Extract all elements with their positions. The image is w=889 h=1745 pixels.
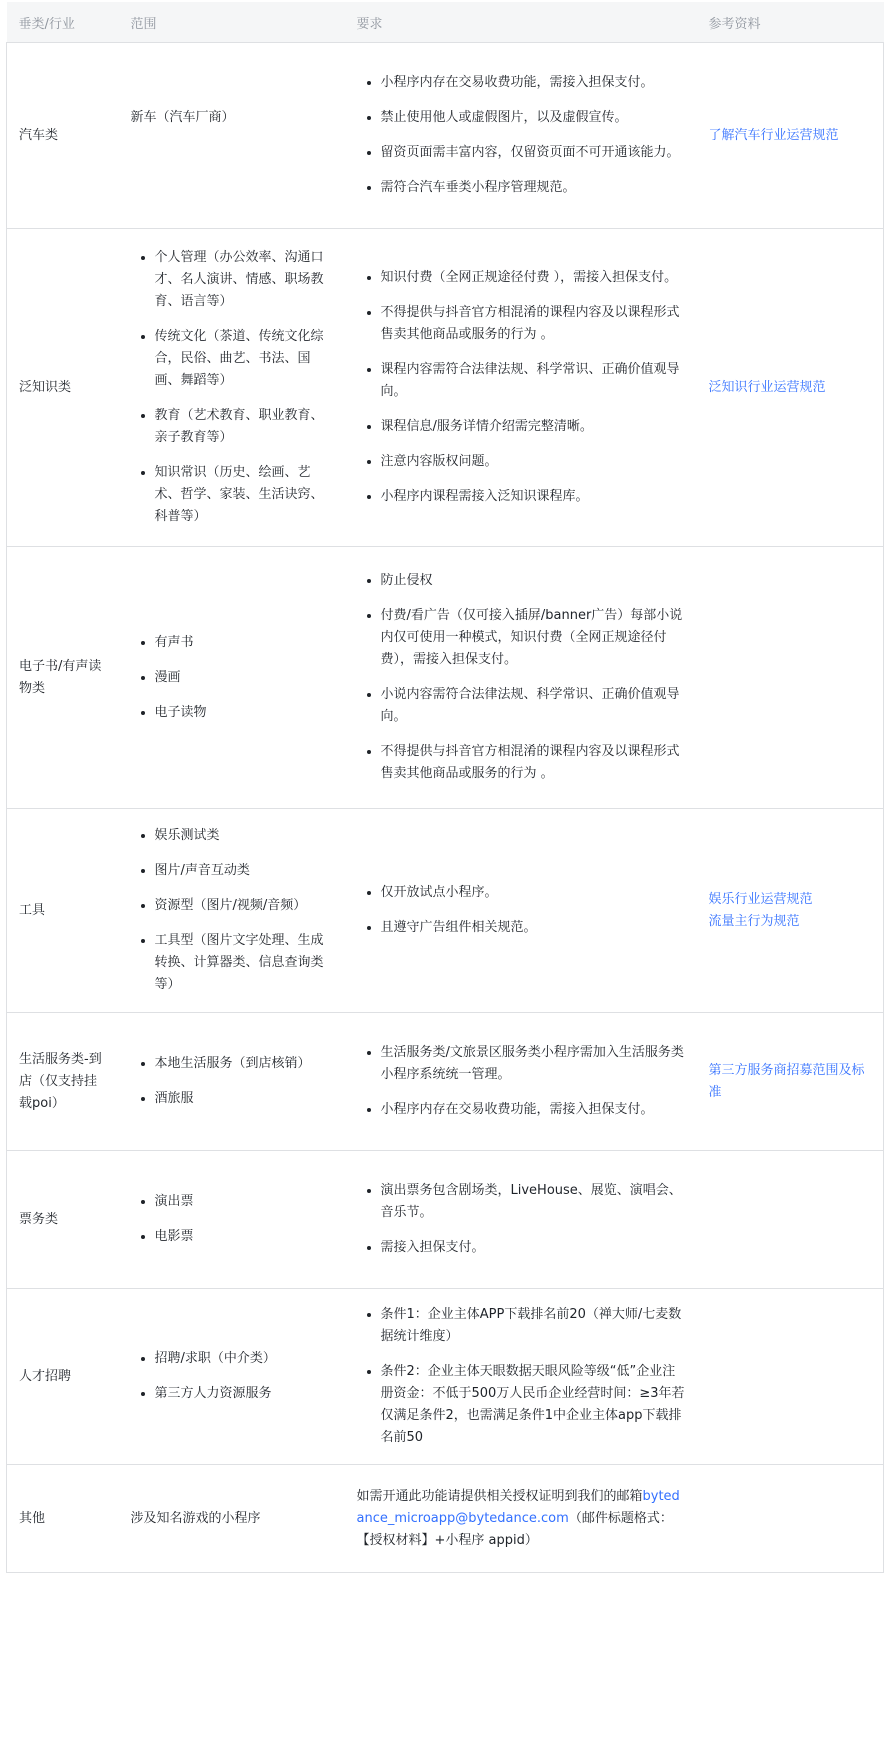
industry-requirements-table (6, 2, 884, 1573)
scope-list (131, 632, 333, 724)
requirements-list (357, 570, 685, 785)
scope-text: 涉及知名游戏的小程序 (130, 1510, 261, 1526)
requirement-item: • 留资页面需丰富内容，仅留资页面不可开通该能力。 (381, 142, 685, 164)
scope-item: • 漫画 (155, 667, 333, 689)
row-category: 票务类 (7, 1151, 119, 1289)
reference-cell-empty (697, 1289, 884, 1465)
email-link[interactable]: bytedance_microapp@bytedance.com (356, 1488, 680, 1526)
row-category: 生活服务类-到店（仅支持挂载poi） (7, 1013, 119, 1151)
scope-item: • 电子读物 (155, 702, 333, 724)
reference-cell-empty (697, 1151, 884, 1289)
header-references: 参考资料 (697, 2, 884, 43)
scope-item: • 教育（艺术教育、职业教育、亲子教育等） (155, 405, 333, 449)
reference-link[interactable]: 第三方服务商招募范围及标准 (708, 1062, 865, 1100)
scope-item: • 酒旅服 (155, 1088, 333, 1110)
requirement-item: • 课程信息/服务详情介绍需完整清晰。 (381, 416, 685, 438)
scope-list (131, 825, 333, 996)
table-row-other (7, 1465, 884, 1573)
scope-list (131, 247, 333, 528)
scope-item: • 本地生活服务（到店核销） (155, 1053, 333, 1075)
requirement-paragraph (345, 1465, 697, 1573)
requirement-item: • 演出票务包含剧场类，LiveHouse、展览、演唱会、音乐节。 (381, 1180, 685, 1224)
row-category: 电子书/有声读物类 (7, 547, 119, 809)
table-row-ticketing (7, 1151, 884, 1289)
scope-list (131, 1191, 333, 1248)
requirement-item: • 需符合汽车垂类小程序管理规范。 (381, 177, 685, 199)
header-category: 垂类/行业 (7, 2, 119, 43)
scope-item: • 知识常识（历史、绘画、艺术、哲学、家装、生活诀窍、科普等） (155, 462, 333, 528)
requirement-item: • 不得提供与抖音官方相混淆的课程内容及以课程形式售卖其他商品或服务的行为 。 (381, 741, 685, 785)
table-row-general-knowledge (7, 229, 884, 547)
requirement-item: • 小程序内存在交易收费功能，需接入担保支付。 (381, 72, 685, 94)
requirement-item: • 小程序内存在交易收费功能，需接入担保支付。 (381, 1099, 685, 1121)
reference-cell-empty (697, 1465, 884, 1573)
table-row-ebooks (7, 547, 884, 809)
requirement-item: • 防止侵权 (381, 570, 685, 592)
requirement-item: • 生活服务类/文旅景区服务类小程序需加入生活服务类小程序系统统一管理。 (381, 1042, 685, 1086)
scope-list (131, 1053, 333, 1110)
table-row-auto (7, 43, 884, 229)
requirement-text: （邮件标题格式：【授权材料】+小程序 appid） (356, 1510, 673, 1548)
table-row-tools (7, 809, 884, 1013)
requirement-item: • 仅开放试点小程序。 (381, 882, 685, 904)
scope-item: • 招聘/求职（中介类） (155, 1348, 333, 1370)
requirements-list (357, 72, 685, 199)
requirement-text: 如需开通此功能请提供相关授权证明到我们的邮箱 (356, 1488, 643, 1504)
row-category: 泛知识类 (7, 229, 119, 547)
scope-item: • 第三方人力资源服务 (155, 1383, 333, 1405)
reference-link[interactable]: 娱乐行业运营规范 (708, 891, 813, 907)
scope-list (131, 1348, 333, 1405)
scope-item: • 有声书 (155, 632, 333, 654)
requirement-item: • 禁止使用他人或虚假图片，以及虚假宣传。 (381, 107, 685, 129)
reference-link[interactable]: 流量主行为规范 (708, 913, 800, 929)
requirements-list (357, 1180, 685, 1259)
reference-link[interactable]: 泛知识行业运营规范 (708, 379, 826, 395)
scope-item: • 图片/声音互动类 (155, 860, 333, 882)
scope-item: • 电影票 (155, 1226, 333, 1248)
requirements-list (357, 1042, 685, 1121)
row-category: 其他 (7, 1465, 119, 1573)
row-category: 工具 (7, 809, 119, 1013)
scope-item: • 工具型（图片文字处理、生成转换、计算器类、信息查询类等） (155, 930, 333, 996)
requirement-item: • 条件1：企业主体APP下载排名前20（禅大师/七麦数据统计维度） (381, 1304, 685, 1348)
requirement-item: • 条件2：企业主体天眼数据天眼风险等级“低”企业注册资金：不低于500万人民币企业经营时间：≥3年若仅满足条件2，也需满足条件1中企业主体app下载排名前50 (381, 1361, 685, 1449)
row-category: 人才招聘 (7, 1289, 119, 1465)
requirement-item: • 小说内容需符合法律法规、科学常识、正确价值观导向。 (381, 684, 685, 728)
scope-item: • 演出票 (155, 1191, 333, 1213)
requirement-item: • 注意内容版权问题。 (381, 451, 685, 473)
scope-item: • 资源型（图片/视频/音频） (155, 895, 333, 917)
table-header-row (7, 2, 884, 43)
scope-item: • 娱乐测试类 (155, 825, 333, 847)
scope-text: 新车（汽车厂商） (130, 110, 235, 125)
scope-item: • 传统文化（茶道、传统文化综合，民俗、曲艺、书法、国画、舞蹈等） (155, 326, 333, 392)
requirement-item: • 付费/看广告（仅可接入插屏/banner广告）每部小说内仅可使用一种模式，知识付费（全网正规途径付费），需接入担保支付。 (381, 605, 685, 671)
requirement-item: • 知识付费（全网正规途径付费 ），需接入担保支付。 (381, 267, 685, 289)
requirements-list (357, 267, 685, 508)
row-category: 汽车类 (7, 43, 119, 229)
requirements-list (357, 882, 685, 939)
header-requirements: 要求 (345, 2, 697, 43)
requirements-list (357, 1304, 685, 1449)
scope-item: • 个人管理（办公效率、沟通口才、名人演讲、情感、职场教育、语言等） (155, 247, 333, 313)
table-row-recruitment (7, 1289, 884, 1465)
reference-link[interactable]: 了解汽车行业运营规范 (708, 127, 839, 143)
requirement-item: • 课程内容需符合法律法规、科学常识、正确价值观导向。 (381, 359, 685, 403)
reference-cell-empty (697, 547, 884, 809)
requirement-item: • 需接入担保支付。 (381, 1237, 685, 1259)
requirement-item: • 且遵守广告组件相关规范。 (381, 917, 685, 939)
requirement-item: • 小程序内课程需接入泛知识课程库。 (381, 486, 685, 508)
table-row-local-services (7, 1013, 884, 1151)
requirement-item: • 不得提供与抖音官方相混淆的课程内容及以课程形式售卖其他商品或服务的行为 。 (381, 302, 685, 346)
header-scope: 范围 (119, 2, 345, 43)
